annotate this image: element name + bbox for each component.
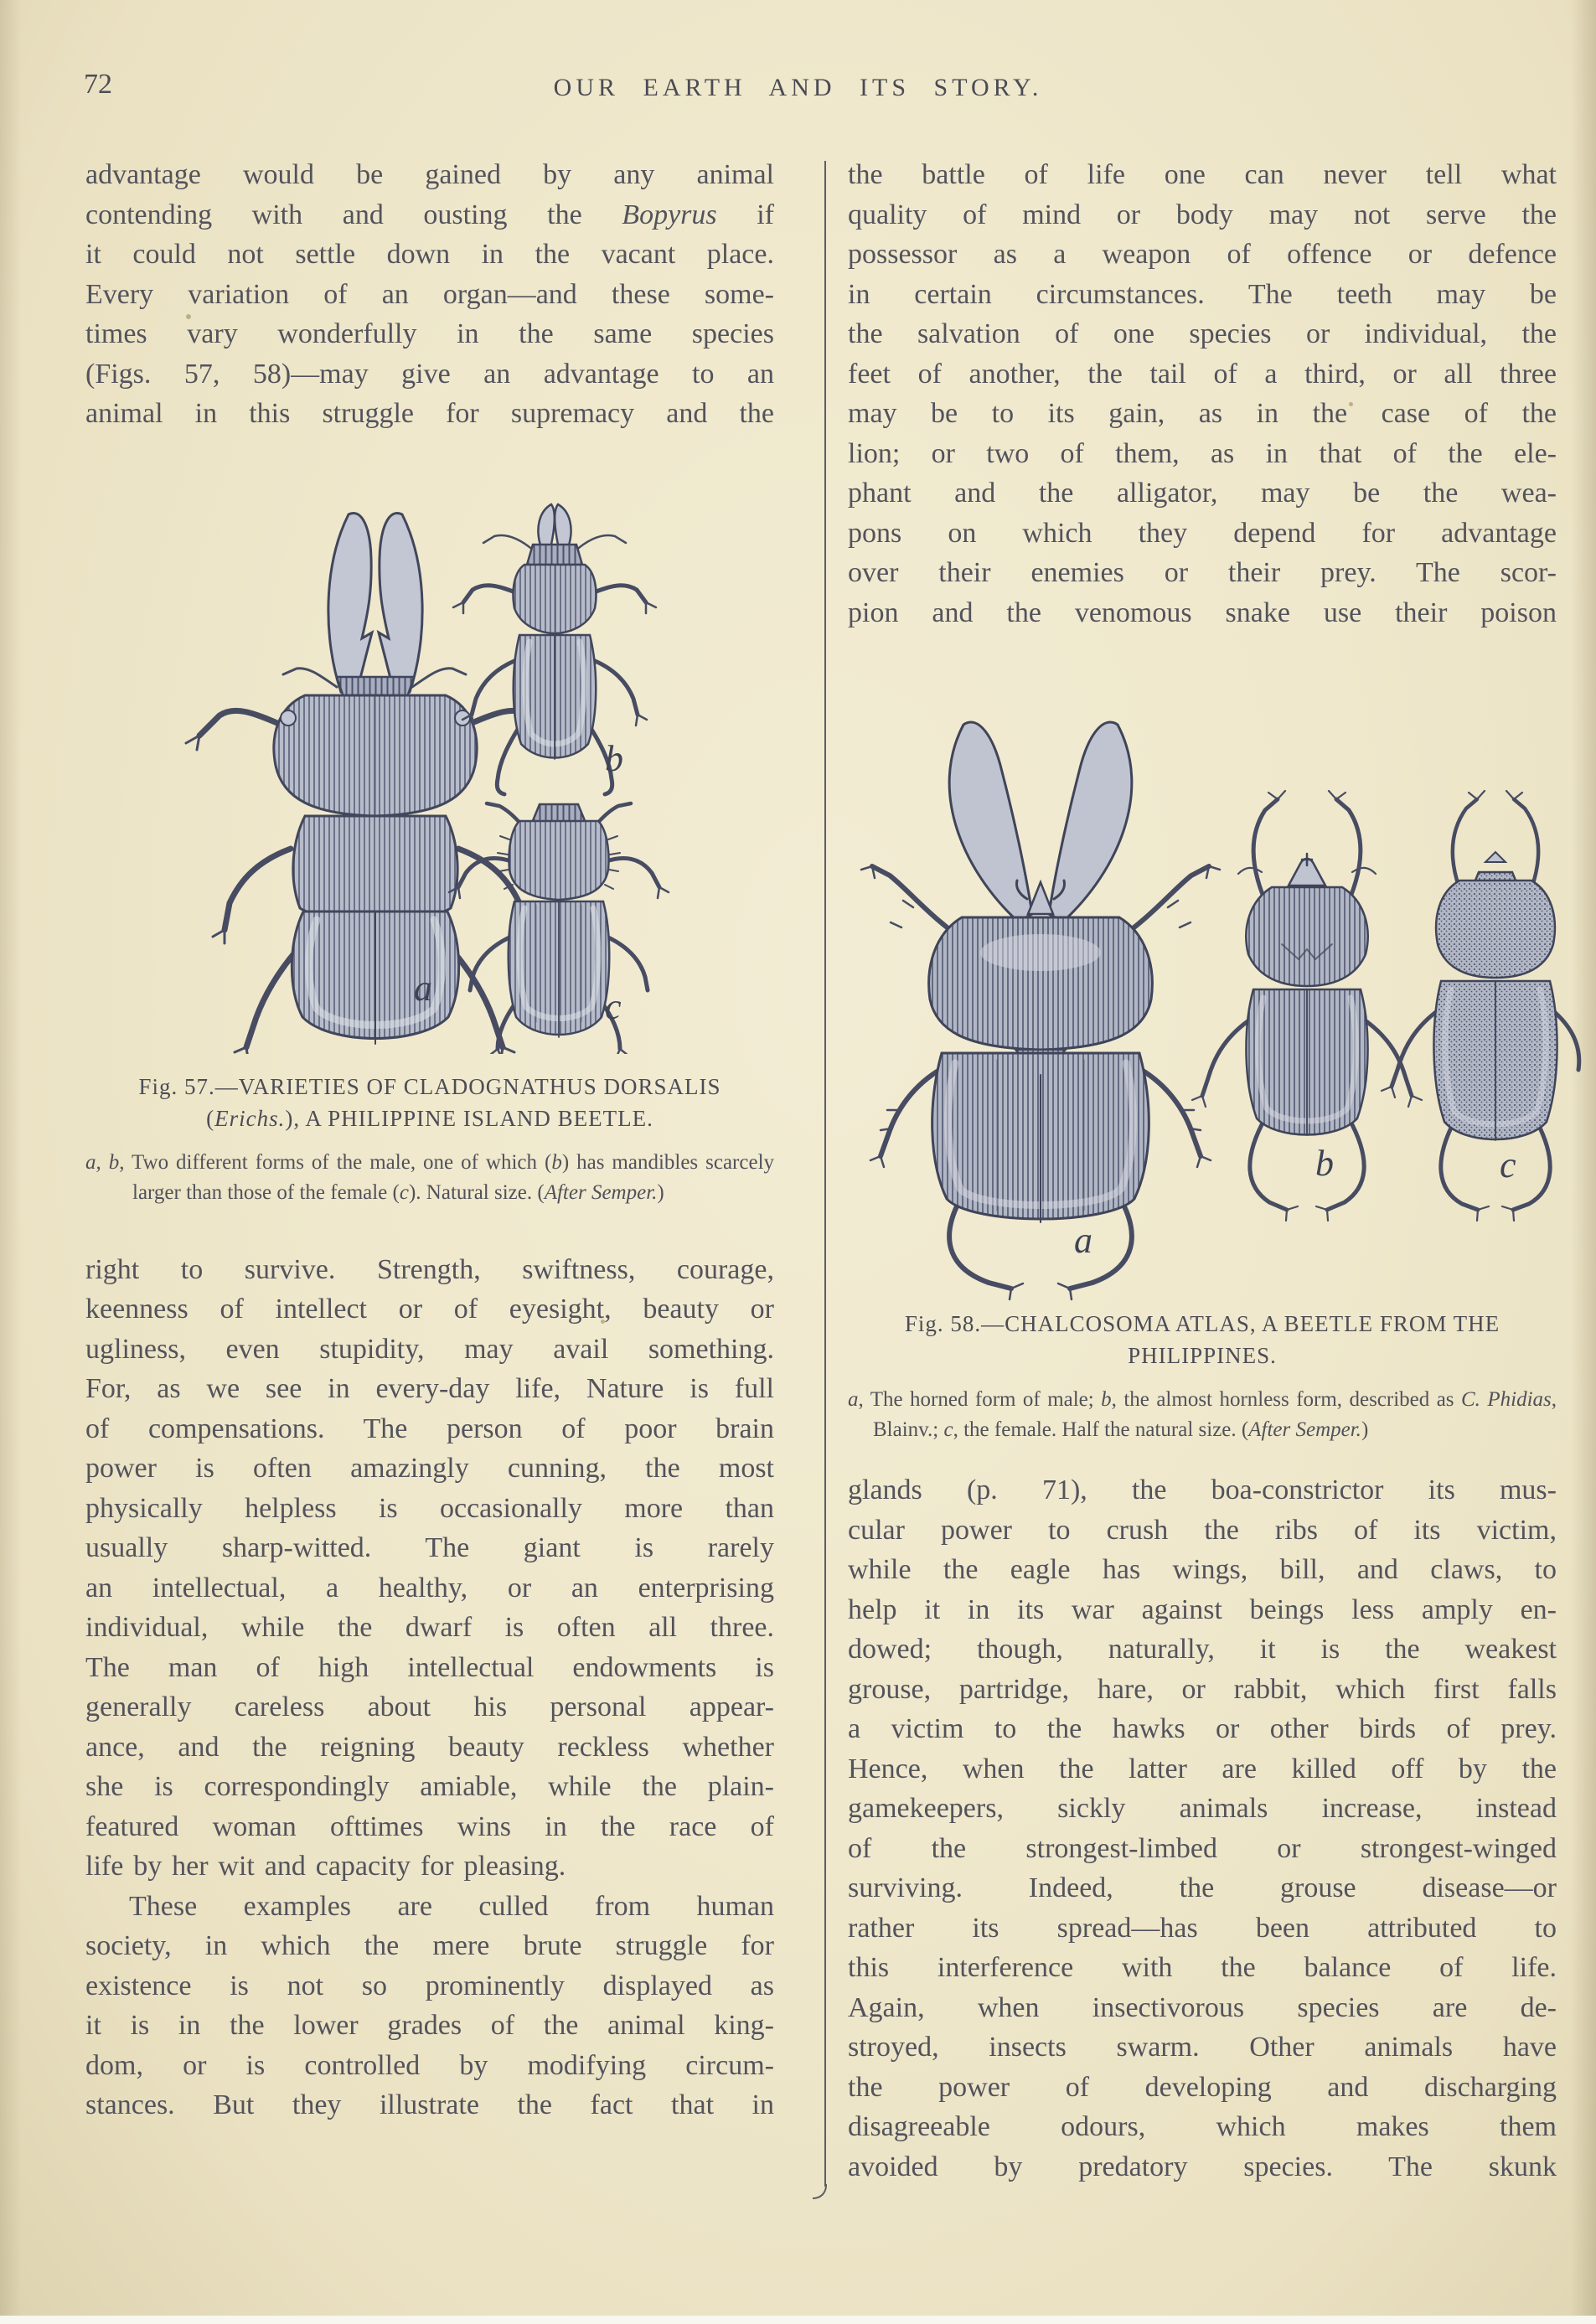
figure-58 [848, 666, 1557, 1445]
text-line: over their enemies or their prey. The scor- [848, 557, 1557, 588]
text-line: phant and the alligator, may be the wea- [848, 478, 1557, 509]
text-line: power is often amazingly cunning, the most [85, 1453, 774, 1484]
text-line: society, in which the mere brute struggle for [85, 1930, 774, 1961]
stag-beetles-engraving [85, 467, 772, 1054]
text-line: the salvation of one species or individual, the [848, 318, 1557, 349]
text-line: she is correspondingly amiable, while the plain- [85, 1771, 774, 1802]
text-line: possessor as a weapon of offence or defence [848, 239, 1557, 270]
text-line: advantage would be gained by any animal [85, 159, 774, 190]
text-line: quality of mind or body may not serve the [848, 199, 1557, 230]
paragraph [848, 1470, 1557, 2187]
paragraph [848, 155, 1557, 633]
figure-58-illustration [829, 666, 1583, 1303]
text-line: lion; or two of them, as in that of the ele- [848, 437, 1557, 469]
figure-57-caption-line1: Fig. 57.—VARIETIES OF CLADOGNATHUS DORSALIS [138, 1073, 721, 1099]
text-line: times vary wonderfully in the same species [85, 318, 774, 349]
text-line: Every variation of an organ—and these some- [85, 278, 774, 310]
beetle-a-horned-male [861, 722, 1220, 1299]
paragraph [85, 1887, 774, 2125]
text-line: an intellectual, a healthy, or an enterprising [85, 1572, 774, 1604]
figure-58-caption-line2: PHILIPPINES. [1128, 1343, 1277, 1368]
figure-57-label-b: b [605, 737, 623, 779]
beetle-c-female [449, 803, 669, 1054]
text-line: rather its spread—has been attributed to [848, 1912, 1557, 1944]
text-line: (Figs. 57, 58)—may give an advantage to an [85, 358, 774, 390]
text-line: dowed; though, naturally, it is the weakest [848, 1634, 1557, 1665]
figure-58-label-b: b [1315, 1143, 1334, 1184]
text-line: feet of another, the tail of a third, or all three [848, 358, 1557, 390]
text-line: Hence, when the latter are killed off by the [848, 1753, 1557, 1784]
figure-58-note: a, The horned form of male; b, the almost hornless form, described as C. Phidias, Blainv.; c, the female. Half the natural size. (After Semper.) [848, 1388, 1557, 1441]
figure-57-note: a, b, Two different forms of the male, one of which (b) has mandibles scarcely larger than those of the female (c). Natural size. (After Semper.) [85, 1150, 775, 1204]
text-line: animal in this struggle for supremacy and the [85, 398, 774, 429]
text-line: in certain circumstances. The teeth may be [848, 278, 1557, 310]
text-line: the power of developing and discharging [848, 2071, 1557, 2103]
figure-58-caption [848, 1308, 1557, 1445]
text-line: ance, and the reigning beauty reckless whether [85, 1731, 774, 1763]
text-line: right to survive. Strength, swiftness, courage, [85, 1253, 774, 1285]
text-line: pons on which they depend for advantage [848, 517, 1557, 549]
text-line: For, as we see in every-day life, Nature is full [85, 1373, 774, 1404]
text-line: usually sharp-witted. The giant is rarely [85, 1532, 774, 1563]
beetle-b-hornless-male [1192, 791, 1422, 1221]
text-line: disagreeable odours, which makes them [848, 2111, 1557, 2142]
figure-57 [85, 467, 774, 1208]
text-line: this interference with the balance of life. [848, 1952, 1557, 1983]
figure-57-label-c: c [605, 985, 622, 1027]
beetle-c-female [1382, 791, 1579, 1221]
beetle-a-large-male [186, 513, 563, 1054]
text-line: contending with and ousting the Bopyrus if [85, 199, 774, 230]
running-title: OUR EARTH AND ITS STORY. [553, 74, 1043, 101]
scan-edge-bottom [0, 2316, 1596, 2324]
text-line: stances. But they illustrate the fact that in [85, 2089, 774, 2120]
text-line: ugliness, even stupidity, may avail something. [85, 1333, 774, 1365]
beetle-b-small-male [453, 504, 656, 794]
paragraph [85, 1250, 774, 1887]
paragraph [85, 155, 774, 434]
figure-58-label-c: c [1500, 1144, 1516, 1185]
text-line: gamekeepers, sickly animals increase, instead [848, 1793, 1557, 1824]
text-line: stroyed, insects swarm. Other animals have [848, 2032, 1557, 2063]
column-divider-rule [824, 161, 826, 2187]
text-line: individual, while the dwarf is often all three. [85, 1612, 774, 1643]
text-line: it could not settle down in the vacant place. [85, 239, 774, 270]
text-line: life by her wit and capacity for pleasing. [85, 1851, 566, 1882]
text-line: avoided by predatory species. The skunk [848, 2151, 1557, 2182]
left-column [85, 155, 774, 2125]
text-line: may be to its gain, as in the case of the [848, 398, 1557, 429]
text-line: a victim to the hawks or other birds of prey. [848, 1713, 1557, 1744]
text-line: dom, or is controlled by modifying circum- [85, 2049, 774, 2081]
figure-57-illustration [85, 467, 772, 1054]
figure-58-label-a: a [1074, 1220, 1092, 1261]
text-line: Again, when insectivorous species are de- [848, 1991, 1557, 2023]
text-line: These examples are culled from human [129, 1890, 774, 1922]
scan-edge-shadow-left [0, 0, 22, 2324]
text-line: glands (p. 71), the boa-constrictor its mus- [848, 1474, 1557, 1505]
figure-57-caption [85, 1071, 774, 1208]
text-line: physically helpless is occasionally more than [85, 1492, 774, 1524]
text-line: while the eagle has wings, bill, and claws, to [848, 1554, 1557, 1585]
figure-57-caption-line2: (Erichs.), A PHILIPPINE ISLAND BEETLE. [206, 1105, 653, 1131]
text-line: it is in the lower grades of the animal king- [85, 2010, 774, 2041]
text-line: the battle of life one can never tell what [848, 159, 1557, 190]
page-number: 72 [84, 69, 112, 100]
text-line: of the strongest-limbed or strongest-winged [848, 1832, 1557, 1864]
text-line: existence is not so prominently displayed as [85, 1970, 774, 2001]
text-line: pion and the venomous snake use their poison [848, 596, 1557, 628]
text-line: grouse, partridge, hare, or rabbit, which first falls [848, 1673, 1557, 1705]
figure-58-caption-line1: Fig. 58.—CHALCOSOMA ATLAS, A BEETLE FROM THE [904, 1311, 1500, 1336]
text-line: keenness of intellect or of eyesight, beauty or [85, 1294, 774, 1325]
text-line: of compensations. The person of poor brain [85, 1412, 774, 1444]
text-line: help it in its war against beings less amply en- [848, 1593, 1557, 1625]
figure-57-label-a: a [414, 967, 432, 1009]
right-column [848, 155, 1557, 2187]
text-line: featured woman ofttimes wins in the race of [85, 1810, 774, 1842]
atlas-beetles-engraving [829, 666, 1583, 1303]
text-line: cular power to crush the ribs of its victim, [848, 1514, 1557, 1546]
text-line: surviving. Indeed, the grouse disease—or [848, 1872, 1557, 1903]
text-line: generally careless about his personal appear- [85, 1691, 774, 1722]
text-line: The man of high intellectual endowments is [85, 1651, 774, 1683]
